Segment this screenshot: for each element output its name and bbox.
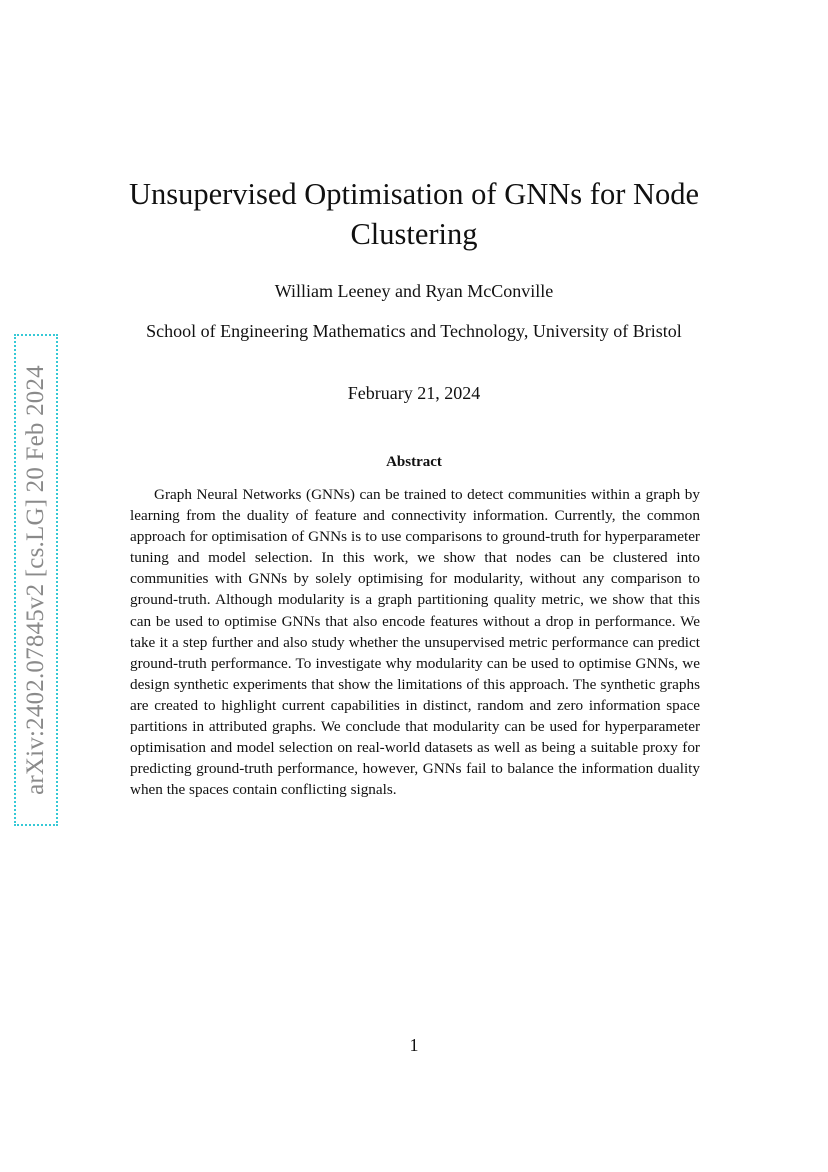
abstract-text: Graph Neural Networks (GNNs) can be trained to detect communities within a graph by learning from the duality of feature and connectivity information. Currently, the common approach for optimisation of GNNs is to use comparisons to ground-truth for hyperparameter tuning and model selection. In this work, we show that nodes can be clustered into communities with GNNs by solely optimising for modularity, without any comparison to ground-truth. Although modularity is a graph partitioning quality metric, we show that this can be used to optimise GNNs that also encode features without a drop in performance. We take it a step further and also study whether the unsupervised metric performance can predict ground-truth performance. To investigate why modularity can be used to optimise GNNs, we design synthetic experiments that show the limitations of this approach. The synthetic graphs are created to highlight current capabilities in distinct, random and zero information space partitions in attributed graphs. We conclude that modularity can be used for hyperparameter optimisation and model selection on real-world datasets as well as being a suitable proxy for predicting ground-truth performance, however, GNNs fail to balance the information duality when the spaces contain conflicting signals. [130, 486, 700, 799]
paper-title: Unsupervised Optimisation of GNNs for Node Clustering [128, 177, 700, 251]
arxiv-stamp [14, 334, 58, 826]
page-number: 1 [409, 1035, 419, 1055]
author-list: William Leeney and Ryan McConville [274, 281, 554, 301]
publication-date: February 21, 2024 [347, 383, 481, 403]
abstract-heading: Abstract [386, 454, 442, 470]
author-affiliation: School of Engineering Mathematics and Technology, University of Bristol [146, 321, 682, 341]
arxiv-identifier[interactable]: arXiv:2402.07845v2 [cs.LG] 20 Feb 2024 [22, 365, 49, 795]
